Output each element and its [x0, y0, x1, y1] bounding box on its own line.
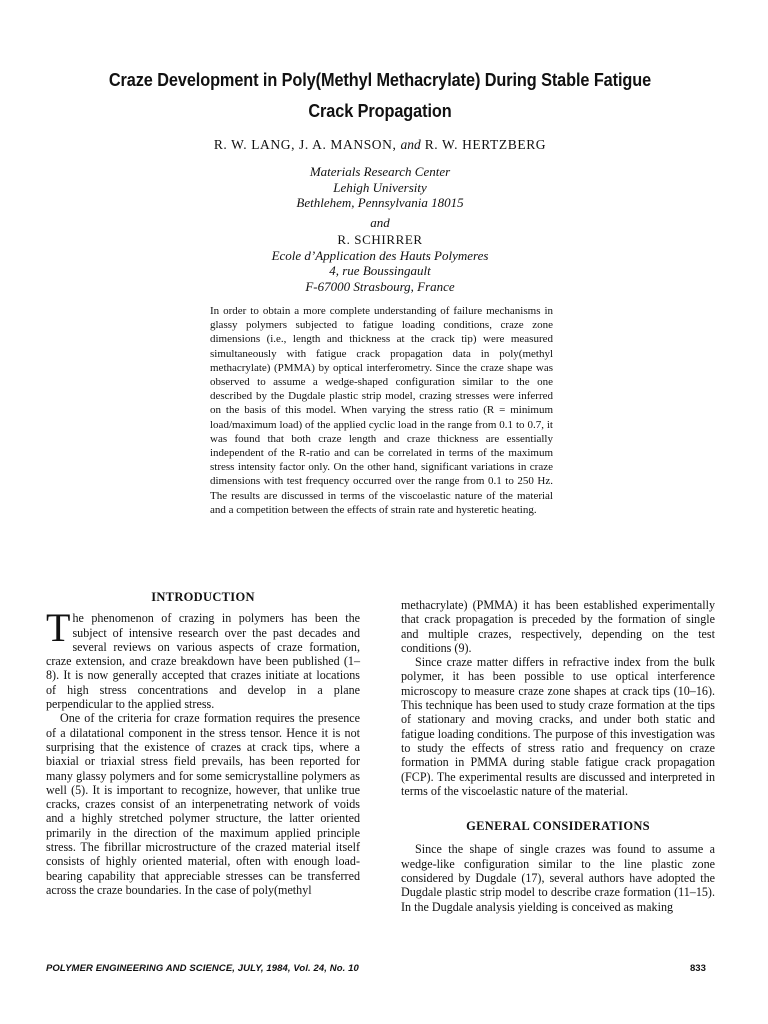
- journal-footer: POLYMER ENGINEERING AND SCIENCE, JULY, 1984, Vol. 24, No. 10: [46, 963, 359, 974]
- authors-part1: R. W. LANG, J. A. MANSON,: [213, 137, 397, 152]
- affiliation-2-line: 4, rue Boussingault: [329, 263, 431, 278]
- general-considerations-heading: GENERAL CONSIDERATIONS: [466, 819, 650, 834]
- general-paragraph-1: Since the shape of single crazes was found to assume a wedge-like configuration similar to the line plastic zone considered by Dugdale (17), several authors have adopted the Dugdale plastic strip model to describe craze formation (11–15). In the Dugdale analysis yielding is conceived as making: [401, 842, 715, 914]
- affiliation-1-line: Materials Research Center: [309, 164, 451, 179]
- intro-paragraph-2: One of the criteria for craze formation requires the presence of a dilatational component in the stress tensor. Hence it is not surprising that the existence of crazes at crack tips, where a biaxial or triaxial stress field prevails, has been reported for many glassy polymers and for some semicrystalline polymers as well (5). It is important to recognize, however, that unlike true cracks, crazes consist of an interpenetrating network of voids and a highly stretched polymer structure, the latter oriented primarily in the direction of the maximum applied principle stress. The fibrillar microstructure of the crazed material itself consists of highly oriented material, often with enough load-bearing capability that appreciable stresses can be transferred across the craze boundaries. In the case of poly(methyl: [46, 711, 360, 897]
- abstract: In order to obtain a more complete understanding of failure mechanisms in glassy polymers subjected to fatigue loading conditions, craze zone dimensions (i.e., length and thickness at the crack tip) were measured simultaneously with fatigue crack propagation data in poly(methyl methacrylate) (PMMA) by optical interferometry. Since the craze shape was observed to assume a wedge-shaped configuration similar to the one described by the Dugdale plastic strip model, crazing stresses were inferred on the basis of this model. When varying the stress ratio (R = minimum load/maximum load) of the applied cyclic load in the range from 0.1 to 0.7, it was found that both craze length and craze thickness are essentially independent of the R-ratio and can be correlated in terms of the maximum stress intensity factor only. On the other hand, significant variations in craze dimensions with test frequency occurred over the range from 0.1 to 250 Hz. The results are discussed in terms of the viscoelastic nature of the material and a competition between the effects of strain rate and hysteretic heating.: [210, 305, 553, 516]
- left-column: [46, 590, 360, 897]
- intro-paragraph-1-text: he phenomenon of crazing in polymers has been the subject of intensive research over the past decades and several reviews on various aspects of craze formation, craze extension, and craze breakdown have been published (1–8). It is now generally accepted that crazes initiate at locations of high stress concentrations and develop in a plane perpendicular to the applied stress.: [46, 611, 360, 712]
- affiliation-1: [0, 164, 760, 230]
- second-author: R. SCHIRRER: [337, 232, 423, 247]
- author-list: [0, 137, 760, 153]
- drop-cap: T: [46, 605, 71, 651]
- authors-part2: R. W. HERTZBERG: [424, 137, 547, 152]
- intro-paragraph-1: [46, 605, 360, 712]
- introduction-heading: INTRODUCTION: [151, 590, 255, 604]
- affiliation-2: [0, 232, 760, 294]
- page-number: 833: [690, 963, 706, 974]
- right-column: [401, 598, 715, 914]
- affiliation-1-line: Lehigh University: [333, 179, 427, 195]
- authors-conj: and: [400, 137, 421, 152]
- intro-paragraph-4: Since craze matter differs in refractive index from the bulk polymer, it has been possible to use optical interference microscopy to measure craze zone shapes at crack tips (10–16). This technique has been used to study craze formation at the tips of stationary and moving cracks, and under both static and fatigue loading conditions. The purpose of this investigation was to study the effects of stress ratio and frequency on craze formation in PMMA during stable fatigue crack propagation (FCP). The experimental results are discussed and interpreted in terms of the viscoelastic nature of the material.: [401, 655, 715, 798]
- intro-paragraph-3: methacrylate) (PMMA) it has been established experimentally that crack propagation is preceded by the formation of single and multiple crazes, respectively, depending on the test conditions (9).: [401, 598, 715, 655]
- affiliation-2-line: F-67000 Strasbourg, France: [305, 278, 455, 294]
- affiliation-1-line: Bethlehem, Pennsylvania 18015: [296, 195, 464, 210]
- paper-title: Craze Development in Poly(Methyl Methacrylate) During Stable Fatigue Crack Propagation: [108, 69, 652, 121]
- and-separator: and: [370, 214, 390, 230]
- affiliation-2-line: Ecole d’Application des Hauts Polymeres: [271, 247, 489, 263]
